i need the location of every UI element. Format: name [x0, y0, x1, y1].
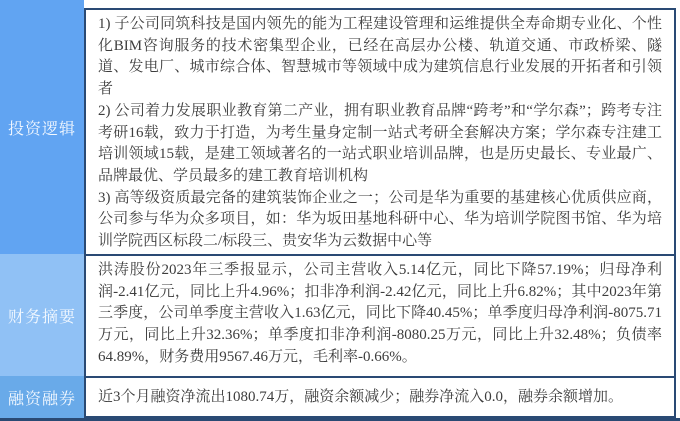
section-investment-logic — [86, 10, 674, 254]
financial-summary-text: 洪涛股份2023年三季报显示，公司主营收入5.14亿元，同比下降57.19%；归母净利润-2.41亿元，同比上升4.96%；扣非净利润-2.42亿元，同比上升6.82%；其中2023年第三季度，公司单季度主营收入1.63亿元，同比下降40.45%；单季度归母净利润-8075.71万元，同比上升32.36%；单季度扣非净利润-8080.25万元，同比上升32.48%；负债率64.89%，财务费用9567.46万元，毛利率-0.66%。 — [98, 262, 662, 365]
label-cell-financial-summary — [0, 254, 84, 376]
label-margin-trading: 融资融券 — [7, 390, 76, 408]
investment-point-1: 1) 子公司同筑科技是国内领先的能为工程建设管理和运维提供全寿命期专业化、个性化BIM咨询服务的技术密集型企业，已经在高层办公楼、轨道交通、市政桥梁、隧道、发电厂、城市综合体、智慧城市等领域中成为建筑信息行业发展的开拓者和引领者 — [98, 16, 662, 98]
section-margin-trading — [86, 376, 674, 416]
investment-point-2: 2) 公司着力发展职业教育第二产业，拥有职业教育品牌“跨考”和“学尔森”；跨考专注考研16载，致力于打造，为考生量身定制一站式考研全套解决方案；学尔森专注建工培训领域15载，是建工领域著名的一站式职业培训品牌，也是历史最长、专业最广、品牌最优、学员最多的建工教育培训机构 — [98, 102, 662, 184]
label-column — [0, 0, 84, 418]
label-financial-summary: 财务摘要 — [7, 308, 76, 326]
investment-point-3: 3) 高等级资质最完备的建筑装饰企业之一；公司是华为重要的基建核心优质供应商，公司参与华为众多项目，如：华为坂田基地科研中心、华为培训学院图书馆、华为培训学院西区标段二/标段三、贵安华为云数据中心等 — [98, 189, 662, 250]
label-investment-logic: 投资逻辑 — [7, 120, 76, 138]
label-cell-margin-trading — [0, 376, 84, 418]
section-financial-summary — [86, 254, 674, 376]
label-cell-investment-logic — [0, 0, 84, 254]
margin-trading-text: 近3个月融资净流出1080.74万，融资余额减少；融券净流入0.0，融券余额增加。 — [98, 389, 624, 405]
content-box — [84, 8, 676, 418]
